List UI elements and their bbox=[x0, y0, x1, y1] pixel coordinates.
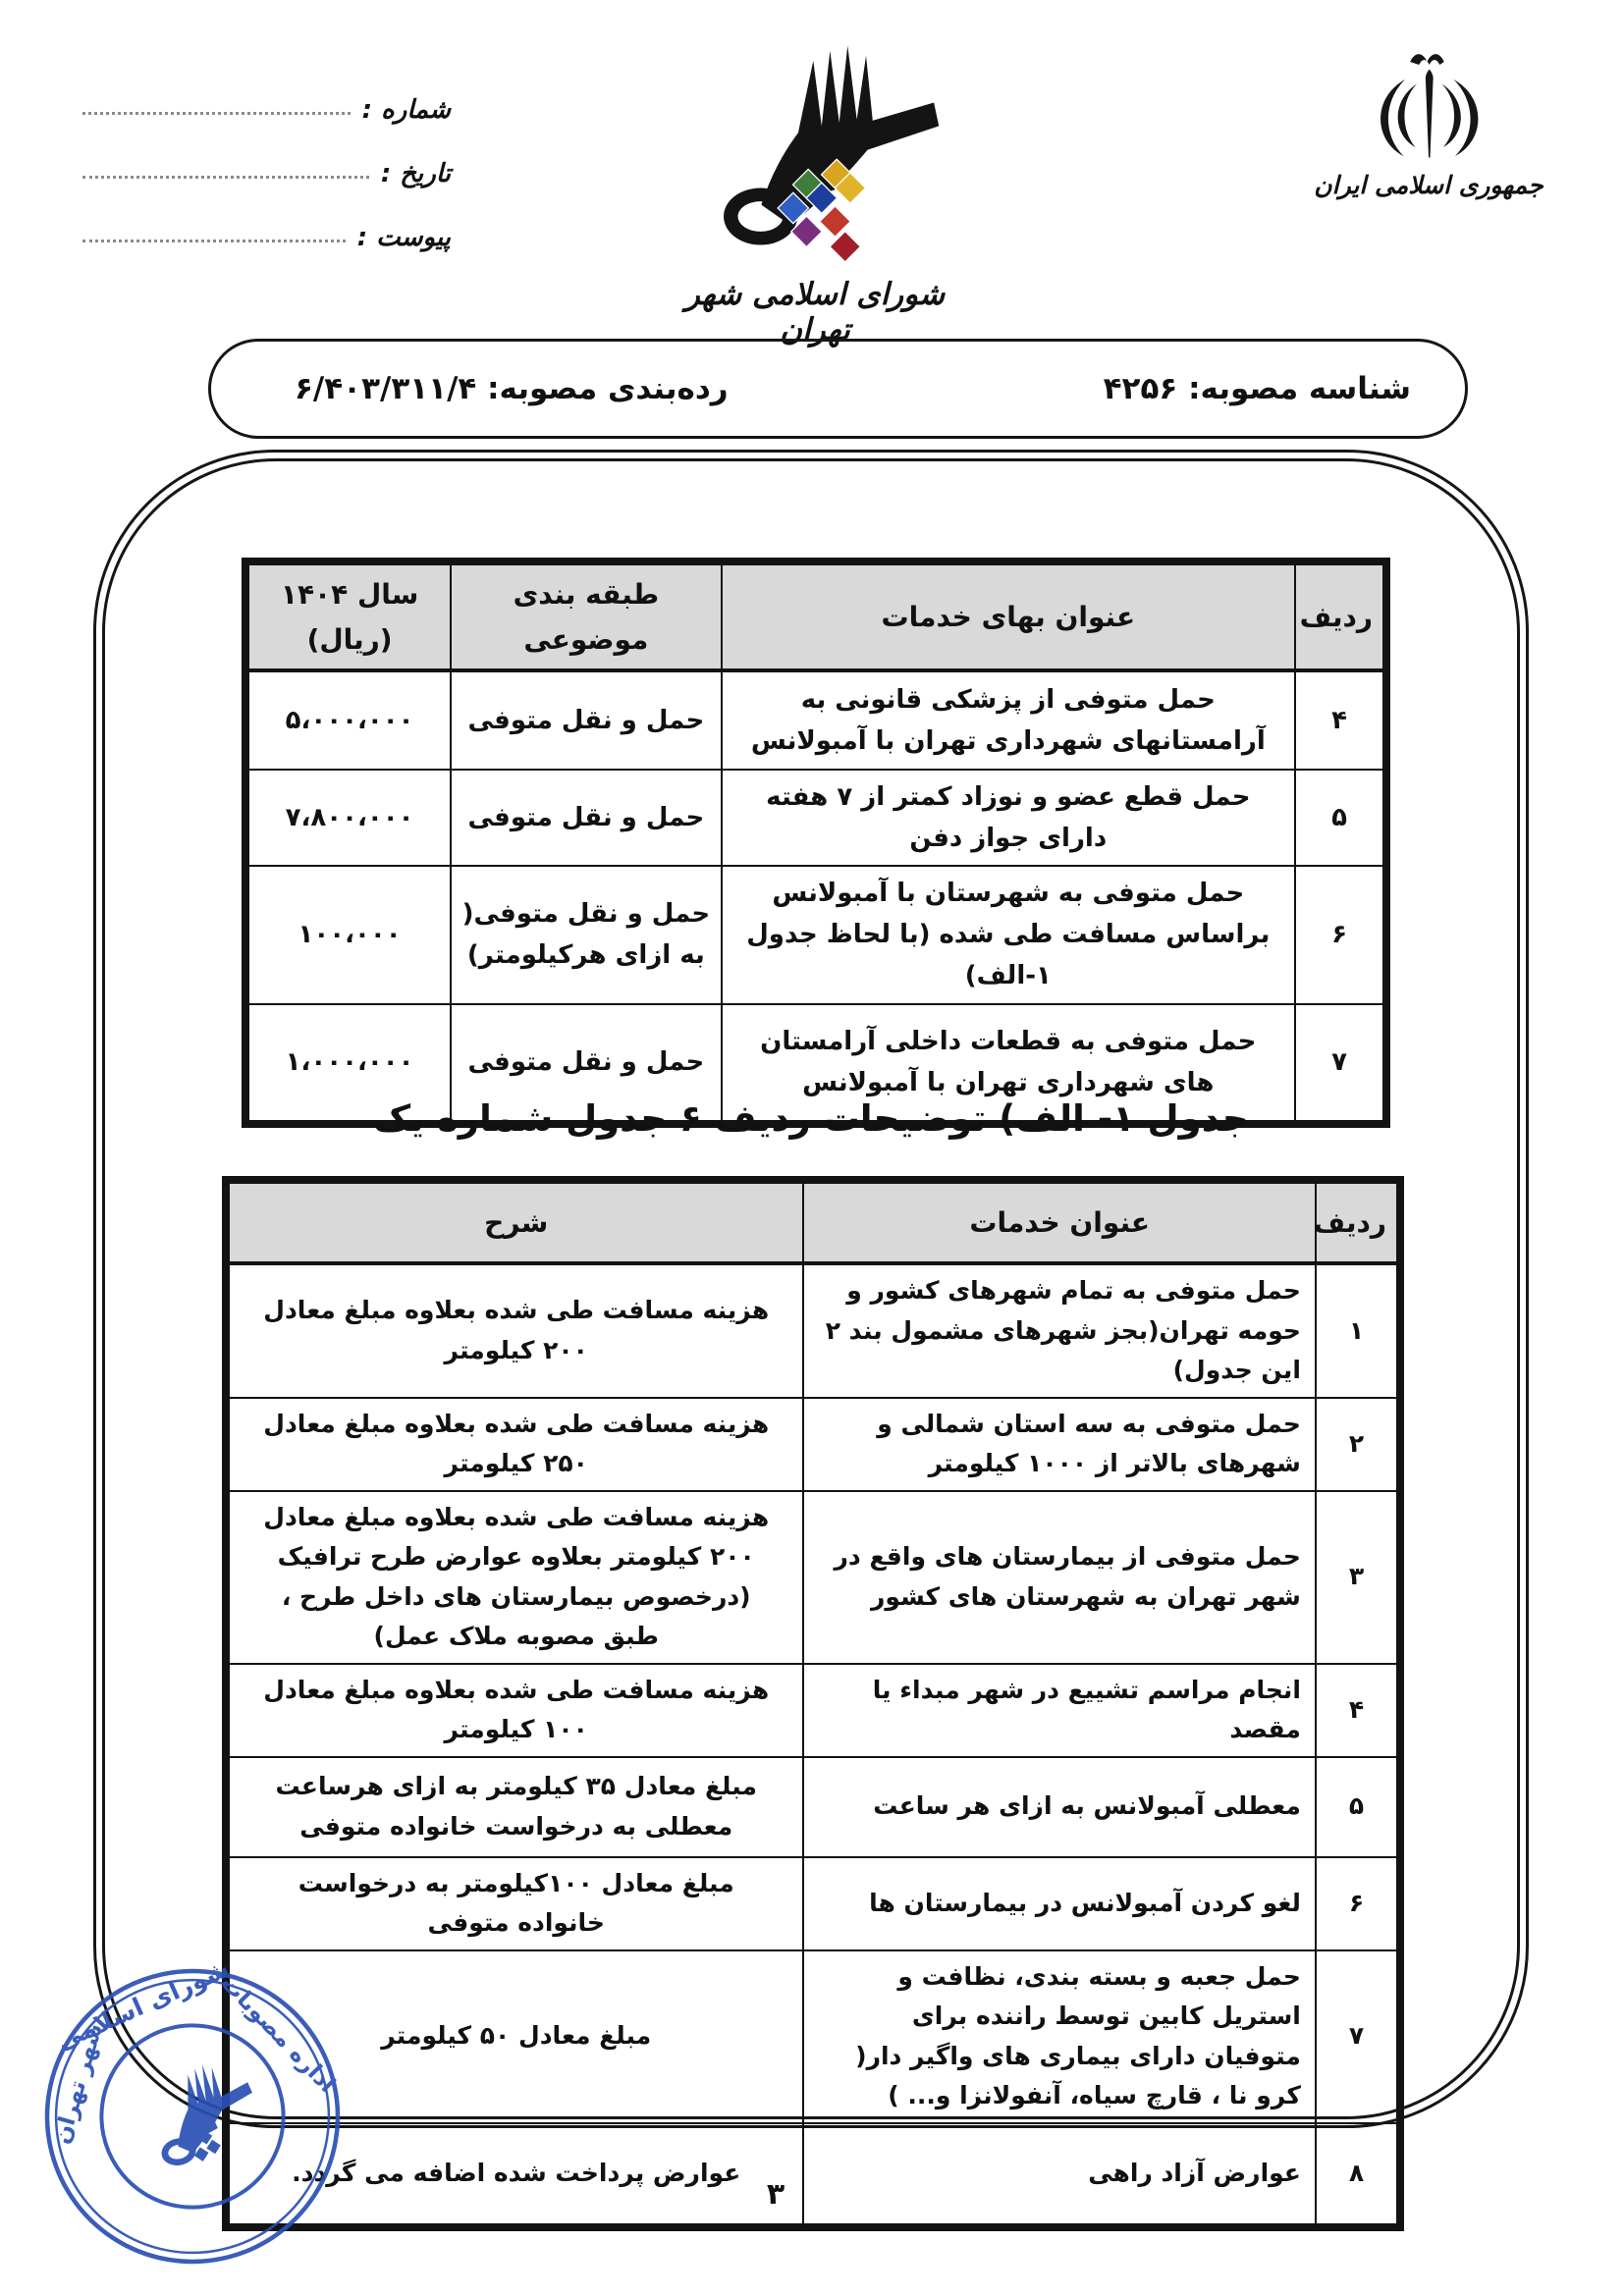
cell-description: هزینه مسافت طی شده بعلاوه مبلغ معادل ۲۰۰ کیلومتر bbox=[226, 1263, 803, 1398]
header-rank: ردیف bbox=[1295, 561, 1386, 670]
iran-emblem bbox=[1306, 47, 1551, 199]
cell-service: حمل متوفی به قطعات داخلی آرامستان های شهرداری تهران با آمبولانس bbox=[722, 1004, 1295, 1124]
header-rank: ردیف bbox=[1316, 1180, 1400, 1263]
header-category: طبقه بندی موضوعی bbox=[451, 561, 721, 670]
table-row bbox=[226, 1398, 1400, 1491]
cell-rank: ۵ bbox=[1295, 770, 1386, 866]
iran-emblem-icon bbox=[1340, 47, 1517, 165]
cell-rank: ۴ bbox=[1316, 1664, 1400, 1757]
cell-description: مبلغ معادل ۵۰ کیلومتر bbox=[226, 1950, 803, 2123]
cell-category: حمل و نقل متوفی bbox=[451, 1004, 721, 1124]
cell-rank: ۷ bbox=[1316, 1950, 1400, 2123]
cell-category: حمل و نقل متوفی( به ازای هرکیلومتر) bbox=[451, 866, 721, 1003]
cell-service: حمل جعبه و بسته بندی، نظافت و استریل کابین توسط راننده برای متوفیان دارای بیماری های واگیر دار( کرو نا ، قارچ سیاه، آنفولانزا و... ) bbox=[803, 1950, 1315, 2123]
resolution-id: شناسه مصوبه: ۴۲۵۶ bbox=[1103, 371, 1411, 406]
table-row bbox=[226, 1491, 1400, 1664]
stamp-logo-mark bbox=[145, 2056, 264, 2169]
cell-rank: ۸ bbox=[1316, 2123, 1400, 2227]
resolution-classification: رده‌بندی مصوبه: ۶/۴۰۳/۳۱۱/۴ bbox=[295, 371, 729, 406]
cell-rank: ۳ bbox=[1316, 1491, 1400, 1664]
cell-service: حمل متوفی به تمام شهرهای کشور و حومه تهران(بجز شهرهای مشمول بند ۲ این جدول) bbox=[803, 1263, 1315, 1398]
cell-category: حمل و نقل متوفی bbox=[451, 670, 721, 770]
header-year: سال ۱۴۰۴ (ریال) bbox=[245, 561, 451, 670]
cell-description: هزینه مسافت طی شده بعلاوه مبلغ معادل ۱۰۰ کیلومتر bbox=[226, 1664, 803, 1757]
cell-price: ۱۰۰،۰۰۰ bbox=[245, 866, 451, 1003]
dotted-line bbox=[82, 112, 351, 115]
field-number bbox=[79, 61, 457, 125]
cell-price: ۱،۰۰۰،۰۰۰ bbox=[245, 1004, 451, 1124]
cell-description: هزینه مسافت طی شده بعلاوه مبلغ معادل ۲۰۰ کیلومتر بعلاوه عوارض طرح ترافیک (درخصوص بیمارستان های داخل طرح ، طبق مصوبه ملاک عمل) bbox=[226, 1491, 803, 1664]
cell-price: ۵،۰۰۰،۰۰۰ bbox=[245, 670, 451, 770]
header-description: شرح bbox=[226, 1180, 803, 1263]
iran-emblem-caption: جمهوری اسلامی ایران bbox=[1314, 171, 1543, 199]
page-number: ۳ bbox=[766, 2177, 785, 2212]
explanations-table-header-row bbox=[226, 1180, 1400, 1263]
table-row bbox=[226, 1664, 1400, 1757]
stamp-text-top: شورای اسلامی bbox=[52, 1953, 234, 2056]
cell-service: حمل متوفی از پزشکی قانونی به آرامستانهای شهرداری تهران با آمبولانس bbox=[722, 670, 1295, 770]
cell-rank: ۱ bbox=[1316, 1263, 1400, 1398]
stamp-text-left: شهر تهران bbox=[49, 2020, 108, 2148]
letterhead-fields bbox=[79, 61, 457, 252]
cell-rank: ۶ bbox=[1316, 1857, 1400, 1950]
table-row bbox=[245, 866, 1386, 1003]
dotted-line bbox=[82, 176, 369, 179]
dotted-line bbox=[82, 240, 346, 242]
council-logo-icon bbox=[673, 26, 957, 277]
cell-service: معطلی آمبولانس به ازای هر ساعت bbox=[803, 1757, 1315, 1857]
cell-service: حمل متوفی به شهرستان با آمبولانس براساس مسافت طی شده (با لحاظ جدول ۱-الف) bbox=[722, 866, 1295, 1003]
cell-category: حمل و نقل متوفی bbox=[451, 770, 721, 866]
explanations-table bbox=[222, 1176, 1404, 2231]
cell-service: عوارض آزاد راهی bbox=[803, 2123, 1315, 2227]
field-attachment bbox=[79, 188, 457, 252]
official-stamp bbox=[11, 1935, 374, 2296]
table-row bbox=[245, 770, 1386, 866]
field-date-label: تاریخ : bbox=[380, 159, 451, 188]
council-logo-caption: شورای اسلامی شهر تهران bbox=[684, 277, 946, 347]
cell-rank: ۷ bbox=[1295, 1004, 1386, 1124]
field-attachment-label: پیوست : bbox=[356, 223, 451, 252]
cell-service: لغو کردن آمبولانس در بیمارستان ها bbox=[803, 1857, 1315, 1950]
table-row bbox=[245, 670, 1386, 770]
cell-description: مبلغ معادل ۱۰۰کیلومتر به درخواست خانواده متوفی bbox=[226, 1857, 803, 1950]
table-row bbox=[226, 1757, 1400, 1857]
cell-description: عوارض پرداخت شده اضافه می گردد. bbox=[226, 2123, 803, 2227]
fees-table bbox=[242, 558, 1390, 1128]
cell-rank: ۵ bbox=[1316, 1757, 1400, 1857]
cell-rank: ۶ bbox=[1295, 866, 1386, 1003]
cell-rank: ۲ bbox=[1316, 1398, 1400, 1491]
council-logo bbox=[648, 26, 982, 347]
cell-service: حمل قطع عضو و نوزاد کمتر از ۷ هفته دارای جواز دفن bbox=[722, 770, 1295, 866]
section-title: جدول ۱- الف) توضیحات ردیف ۶ جدول شماره یک bbox=[373, 1097, 1249, 1140]
header-service: عنوان بهای خدمات bbox=[722, 561, 1295, 670]
cell-price: ۷،۸۰۰،۰۰۰ bbox=[245, 770, 451, 866]
header-service: عنوان خدمات bbox=[803, 1180, 1315, 1263]
fees-table-header-row bbox=[245, 561, 1386, 670]
cell-service: حمل متوفی به سه استان شمالی و شهرهای بالاتر از ۱۰۰۰ کیلومتر bbox=[803, 1398, 1315, 1491]
cell-description: هزینه مسافت طی شده بعلاوه مبلغ معادل ۲۵۰ کیلومتر bbox=[226, 1398, 803, 1491]
cell-service: حمل متوفی از بیمارستان های واقع در شهر تهران به شهرستان های کشور bbox=[803, 1491, 1315, 1664]
table-row bbox=[226, 1950, 1400, 2123]
field-number-label: شماره : bbox=[361, 95, 451, 125]
resolution-id-bar bbox=[208, 339, 1468, 439]
table-row bbox=[226, 1857, 1400, 1950]
table-row bbox=[226, 1263, 1400, 1398]
cell-description: مبلغ معادل ۳۵ کیلومتر به ازای هرساعت معطلی به درخواست خانواده متوفی bbox=[226, 1757, 803, 1857]
cell-rank: ۴ bbox=[1295, 670, 1386, 770]
cell-service: انجام مراسم تشییع در شهر مبداء یا مقصد bbox=[803, 1664, 1315, 1757]
field-date bbox=[79, 125, 457, 188]
stamp-text-right: اداره مصوبات bbox=[215, 1970, 341, 2098]
